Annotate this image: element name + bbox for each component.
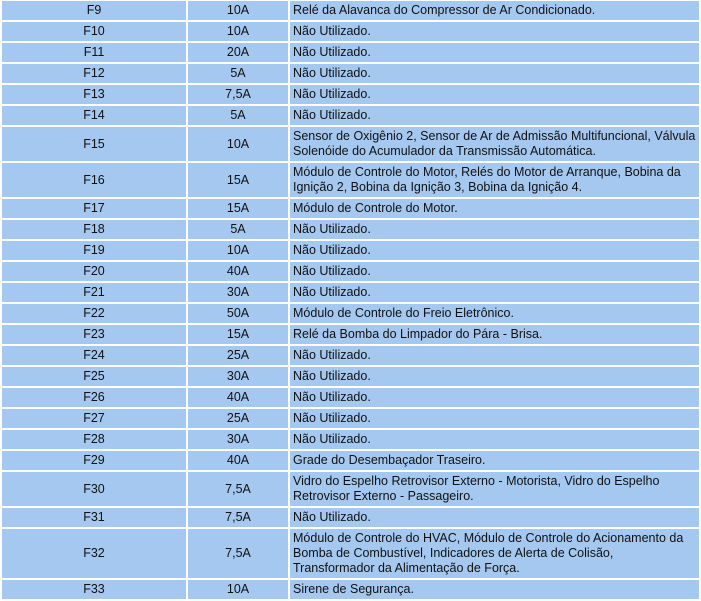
fuse-id-cell: F15 <box>2 127 186 161</box>
amperage-cell: 15A <box>188 163 288 197</box>
amperage-cell: 10A <box>188 127 288 161</box>
description-cell: Não Utilizado. <box>290 367 699 386</box>
fuse-id-cell: F17 <box>2 199 186 218</box>
fuse-id-cell: F29 <box>2 451 186 470</box>
fuse-id-cell: F28 <box>2 430 186 449</box>
table-row <box>2 472 699 506</box>
table-row <box>2 283 699 302</box>
description-cell: Não Utilizado. <box>290 64 699 83</box>
fuse-id-cell: F11 <box>2 43 186 62</box>
fuse-id-cell: F13 <box>2 85 186 104</box>
amperage-cell: 40A <box>188 262 288 281</box>
amperage-cell: 10A <box>188 22 288 41</box>
table-row <box>2 85 699 104</box>
amperage-cell: 7,5A <box>188 472 288 506</box>
table-row <box>2 1 699 20</box>
fuse-id-cell: F10 <box>2 22 186 41</box>
fuse-id-cell: F27 <box>2 409 186 428</box>
amperage-cell: 25A <box>188 409 288 428</box>
description-cell: Não Utilizado. <box>290 106 699 125</box>
amperage-cell: 7,5A <box>188 508 288 527</box>
table-row <box>2 163 699 197</box>
description-cell: Não Utilizado. <box>290 430 699 449</box>
amperage-cell: 10A <box>188 1 288 20</box>
fuse-id-cell: F24 <box>2 346 186 365</box>
amperage-cell: 5A <box>188 220 288 239</box>
description-cell: Sirene de Segurança. <box>290 580 699 599</box>
fuse-id-cell: F16 <box>2 163 186 197</box>
table-row <box>2 199 699 218</box>
table-row <box>2 22 699 41</box>
fuse-id-cell: F22 <box>2 304 186 323</box>
fuse-id-cell: F30 <box>2 472 186 506</box>
fuse-id-cell: F18 <box>2 220 186 239</box>
description-cell: Não Utilizado. <box>290 409 699 428</box>
table-row <box>2 451 699 470</box>
fuse-id-cell: F23 <box>2 325 186 344</box>
amperage-cell: 30A <box>188 430 288 449</box>
fuse-id-cell: F31 <box>2 508 186 527</box>
description-cell: Não Utilizado. <box>290 283 699 302</box>
table-row <box>2 262 699 281</box>
description-cell: Sensor de Oxigênio 2, Sensor de Ar de Admissão Multifuncional, Válvula Solenóide do Acumulador da Transmissão Automática. <box>290 127 699 161</box>
description-cell: Relé da Alavanca do Compressor de Ar Condicionado. <box>290 1 699 20</box>
amperage-cell: 25A <box>188 346 288 365</box>
description-cell: Não Utilizado. <box>290 262 699 281</box>
fuse-id-cell: F25 <box>2 367 186 386</box>
amperage-cell: 10A <box>188 241 288 260</box>
amperage-cell: 30A <box>188 283 288 302</box>
table-row <box>2 409 699 428</box>
description-cell: Módulo de Controle do Motor. <box>290 199 699 218</box>
table-row <box>2 241 699 260</box>
amperage-cell: 30A <box>188 367 288 386</box>
table-row <box>2 325 699 344</box>
table-row <box>2 580 699 599</box>
description-cell: Não Utilizado. <box>290 388 699 407</box>
description-cell: Não Utilizado. <box>290 43 699 62</box>
amperage-cell: 7,5A <box>188 85 288 104</box>
table-row <box>2 64 699 83</box>
fuse-id-cell: F12 <box>2 64 186 83</box>
description-cell: Não Utilizado. <box>290 220 699 239</box>
amperage-cell: 40A <box>188 388 288 407</box>
table-row <box>2 43 699 62</box>
fuse-id-cell: F21 <box>2 283 186 302</box>
description-cell: Não Utilizado. <box>290 346 699 365</box>
amperage-cell: 20A <box>188 43 288 62</box>
table-row <box>2 529 699 578</box>
fuse-table-body <box>2 1 699 599</box>
fuse-id-cell: F9 <box>2 1 186 20</box>
fuse-id-cell: F33 <box>2 580 186 599</box>
description-cell: Grade do Desembaçador Traseiro. <box>290 451 699 470</box>
amperage-cell: 5A <box>188 106 288 125</box>
amperage-cell: 10A <box>188 580 288 599</box>
table-row <box>2 304 699 323</box>
description-cell: Módulo de Controle do Freio Eletrônico. <box>290 304 699 323</box>
description-cell: Relé da Bomba do Limpador do Pára - Brisa. <box>290 325 699 344</box>
table-row <box>2 430 699 449</box>
table-row <box>2 127 699 161</box>
amperage-cell: 15A <box>188 199 288 218</box>
description-cell: Vidro do Espelho Retrovisor Externo - Motorista, Vidro do Espelho Retrovisor Externo - Passageiro. <box>290 472 699 506</box>
amperage-cell: 15A <box>188 325 288 344</box>
table-row <box>2 106 699 125</box>
fuse-id-cell: F20 <box>2 262 186 281</box>
fuse-id-cell: F32 <box>2 529 186 578</box>
table-row <box>2 367 699 386</box>
description-cell: Módulo de Controle do Motor, Relés do Motor de Arranque, Bobina da Ignição 2, Bobina da Ignição 3, Bobina da Ignição 4. <box>290 163 699 197</box>
fuse-id-cell: F26 <box>2 388 186 407</box>
fuse-id-cell: F19 <box>2 241 186 260</box>
description-cell: Não Utilizado. <box>290 85 699 104</box>
table-row <box>2 346 699 365</box>
description-cell: Não Utilizado. <box>290 241 699 260</box>
table-row <box>2 388 699 407</box>
amperage-cell: 7,5A <box>188 529 288 578</box>
amperage-cell: 50A <box>188 304 288 323</box>
table-row <box>2 508 699 527</box>
table-row <box>2 220 699 239</box>
description-cell: Não Utilizado. <box>290 22 699 41</box>
fuse-id-cell: F14 <box>2 106 186 125</box>
description-cell: Módulo de Controle do HVAC, Módulo de Controle do Acionamento da Bomba de Combustível, Indicadores de Alerta de Colisão, Transformador da Alimentação de Força. <box>290 529 699 578</box>
amperage-cell: 5A <box>188 64 288 83</box>
description-cell: Não Utilizado. <box>290 508 699 527</box>
amperage-cell: 40A <box>188 451 288 470</box>
